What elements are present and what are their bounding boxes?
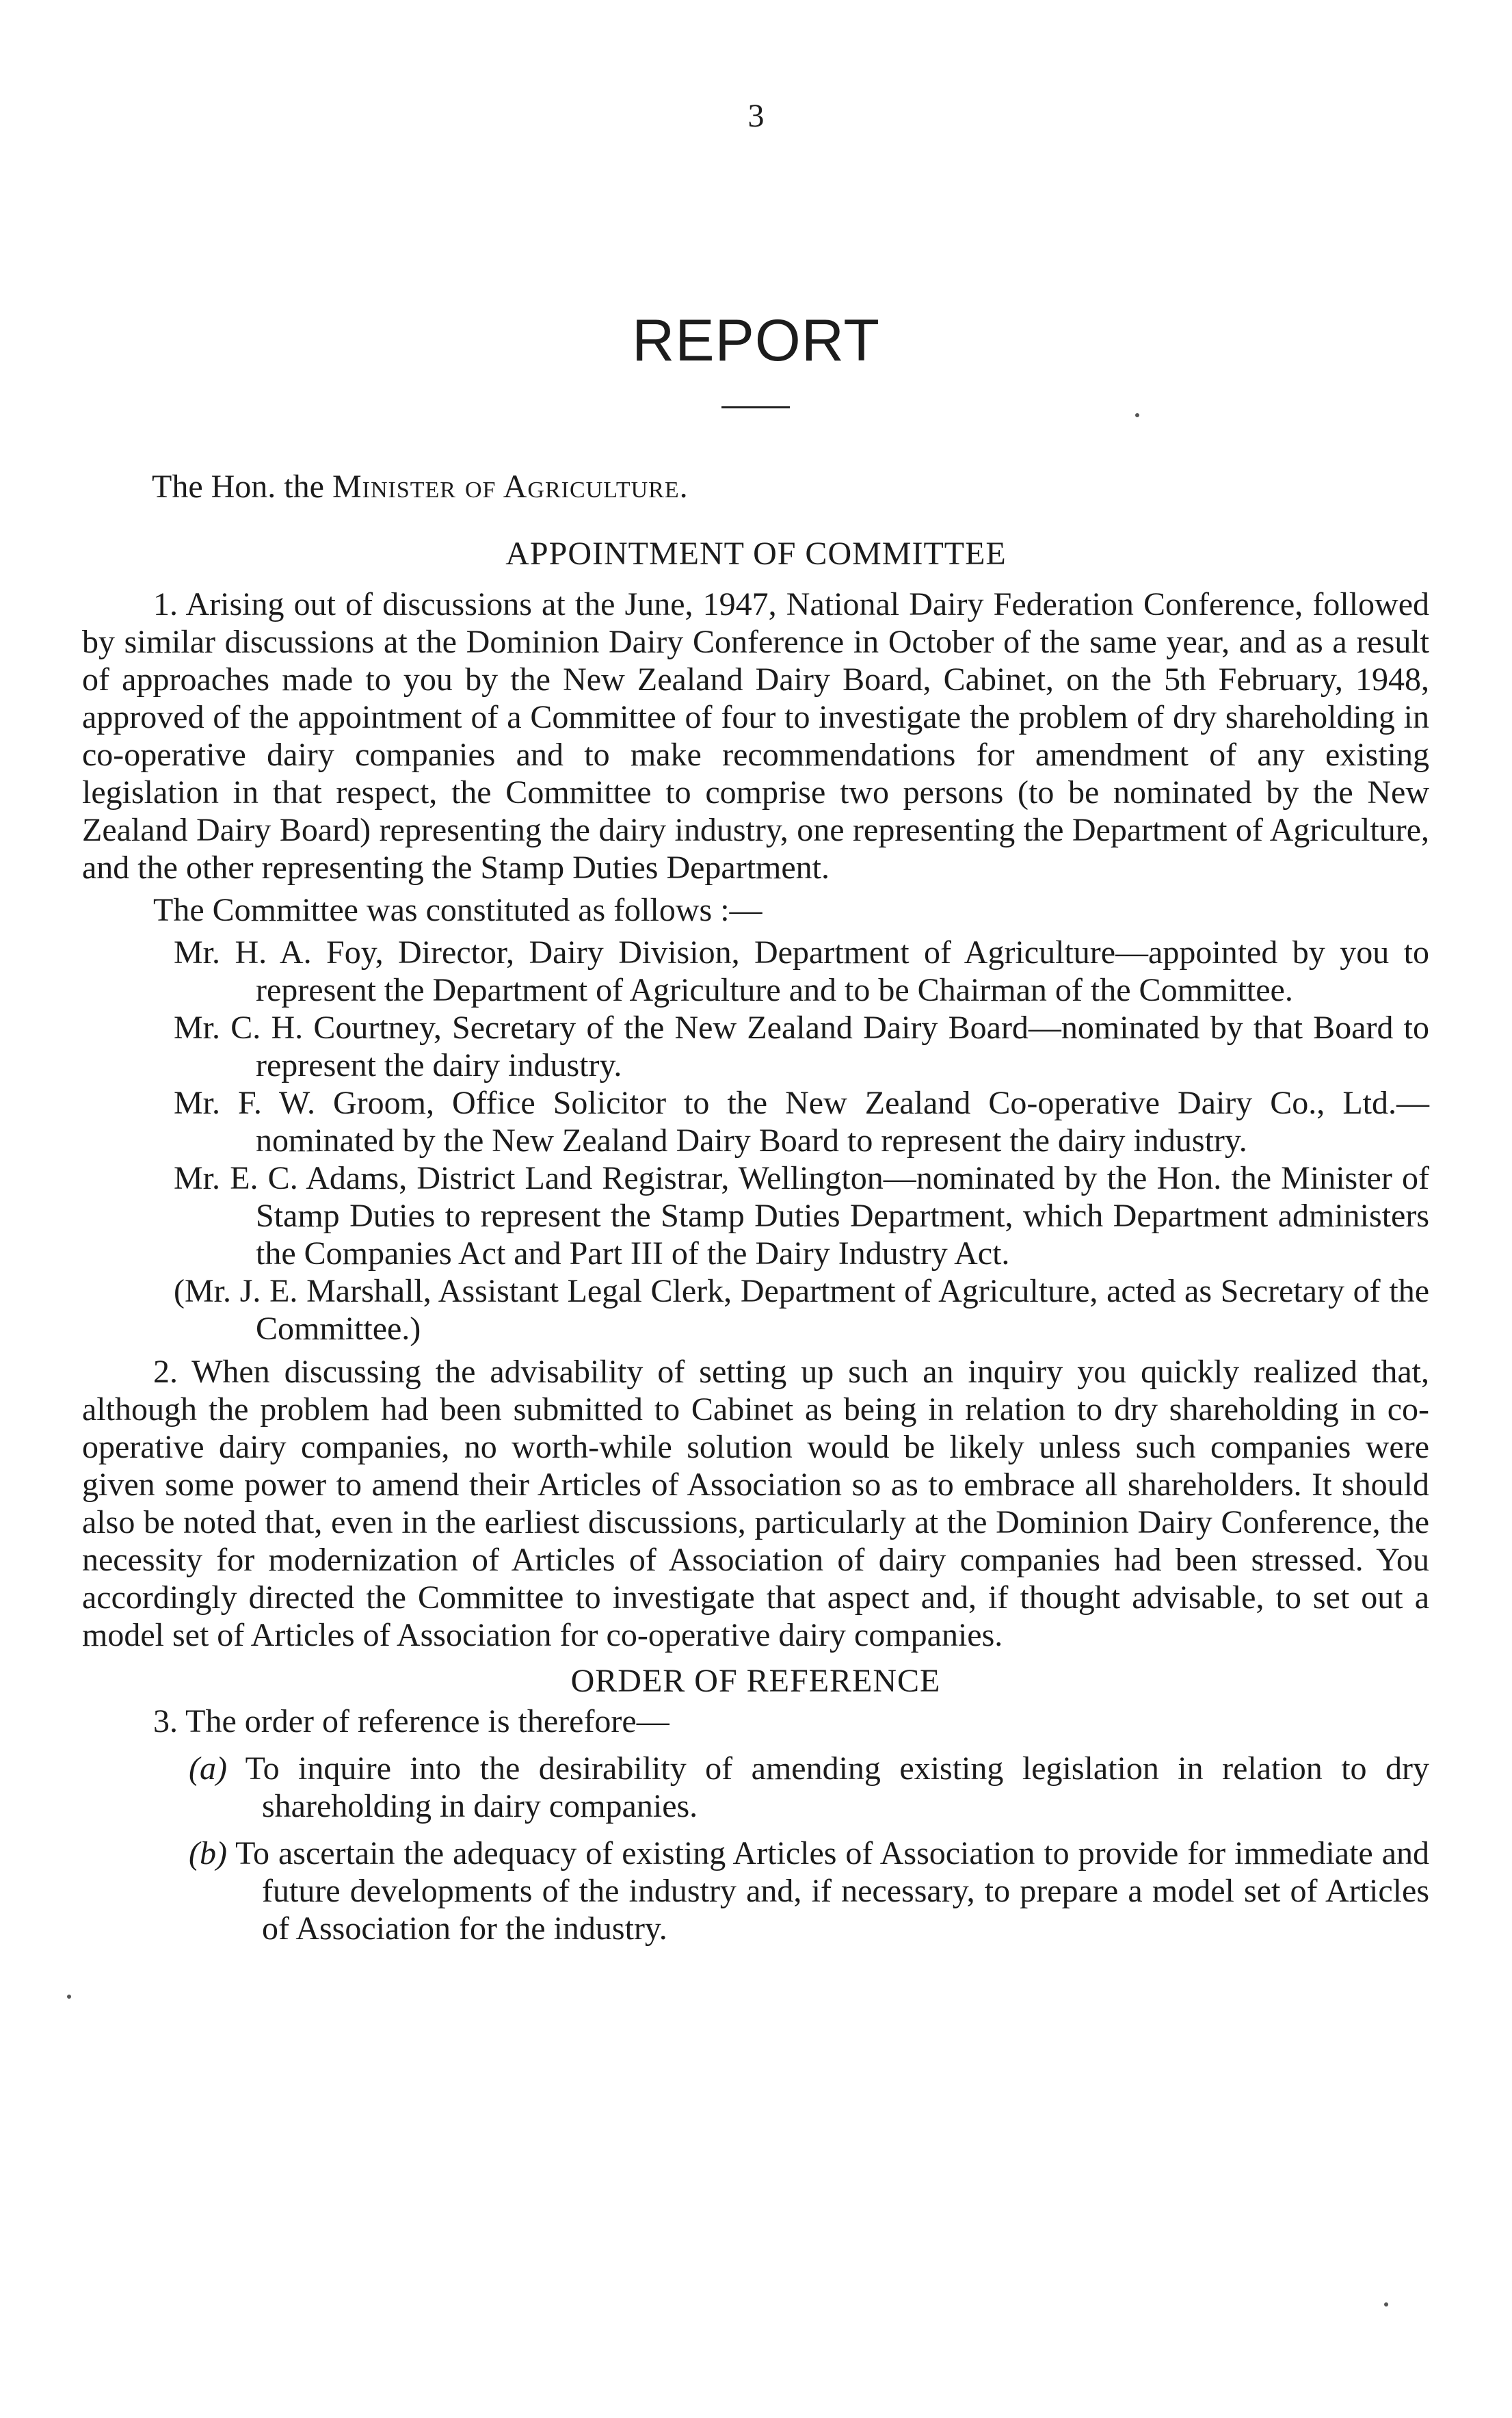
order-item-a (82, 1750, 1429, 1825)
page-number: 3 (747, 98, 765, 134)
committee-constituted-line: The Committee was constituted as follows :— (153, 892, 762, 928)
scan-speck (1384, 2302, 1388, 2307)
order-item-text: To ascertain the adequacy of existing Articles of Association to provide for immediate and future developments of the industry and, if necessary, to prepare a model set of Articles of Association for the industry. (235, 1835, 1429, 1947)
committee-member: Mr. H. A. Foy, Director, Dairy Division, Department of Agriculture—appointed by you to represent the Department of Agriculture and to be Chairman of the Committee. (174, 934, 1429, 1008)
order-of-reference-list (82, 1750, 1429, 1947)
scan-speck (1135, 413, 1139, 417)
heading-appointment-of-committee: APPOINTMENT OF COMMITTEE (505, 536, 1007, 572)
order-of-reference-intro: 3. The order of reference is therefore— (153, 1703, 669, 1739)
order-item-b (82, 1835, 1429, 1947)
scan-speck (67, 1995, 71, 1999)
paragraph-2: 2. When discussing the advisability of setting up such an inquiry you quickly realized that, although the problem had been submitted to Cabinet as being in relation to dry shareholding in co-operative dairy companies, no worth-while solution would be likely unless such companies were given some power to amend their Articles of Association so as to embrace all shareholders. It should also be noted that, even in the earliest discussions, particularly at the Dominion Dairy Conference, the necessity for modernization of Articles of Association of dairy companies had been stressed. You accordingly directed the Committee to investigate that aspect and, if thought advisable, to set out a model set of Articles of Association for co-operative dairy companies. (82, 1354, 1429, 1653)
committee-member-list (82, 934, 1429, 1348)
committee-member: Mr. C. H. Courtney, Secretary of the New Zealand Dairy Board—nominated by that Board to represent the dairy industry. (174, 1010, 1429, 1083)
committee-member: Mr. E. C. Adams, District Land Registrar, Wellington—nominated by the Hon. the Minister of Stamp Duties to represent the Stamp Duties Department, which Department administers the Companies Act and Part III of the Dairy Industry Act. (174, 1160, 1429, 1272)
addressee (152, 466, 689, 508)
order-item-text: To inquire into the desirability of amending existing legislation in relation to dry shareholding in dairy companies. (245, 1750, 1429, 1824)
addressee-office: Minister of Agriculture. (332, 469, 689, 505)
committee-secretary-note: (Mr. J. E. Marshall, Assistant Legal Clerk, Department of Agriculture, acted as Secretary of the Committee.) (174, 1273, 1429, 1347)
heading-order-of-reference: ORDER OF REFERENCE (570, 1663, 941, 1699)
paragraph-1: 1. Arising out of discussions at the June, 1947, National Dairy Federation Conference, followed by similar discussions at the Dominion Dairy Conference in October of the same year, and as a result of approaches made to you by the New Zealand Dairy Board, Cabinet, on the 5th February, 1948, approved of the appointment of a Committee of four to investigate the problem of dry shareholding in co-operative dairy companies and to make recommendations for amendment of any existing legislation in that respect, the Committee to comprise two persons (to be nominated by the New Zealand Dairy Board) representing the dairy industry, one representing the Department of Agriculture, and the other representing the Stamp Duties Department. (82, 586, 1429, 886)
order-item-marker: (b) (189, 1835, 227, 1871)
report-title: REPORT (632, 308, 880, 373)
order-item-marker: (a) (189, 1750, 227, 1787)
committee-member: Mr. F. W. Groom, Office Solicitor to the New Zealand Co-operative Dairy Co., Ltd.—nominated by the New Zealand Dairy Board to represent the dairy industry. (174, 1085, 1429, 1159)
report-body (82, 586, 1429, 1947)
addressee-prefix: The Hon. the (152, 469, 332, 505)
title-rule (721, 406, 790, 408)
